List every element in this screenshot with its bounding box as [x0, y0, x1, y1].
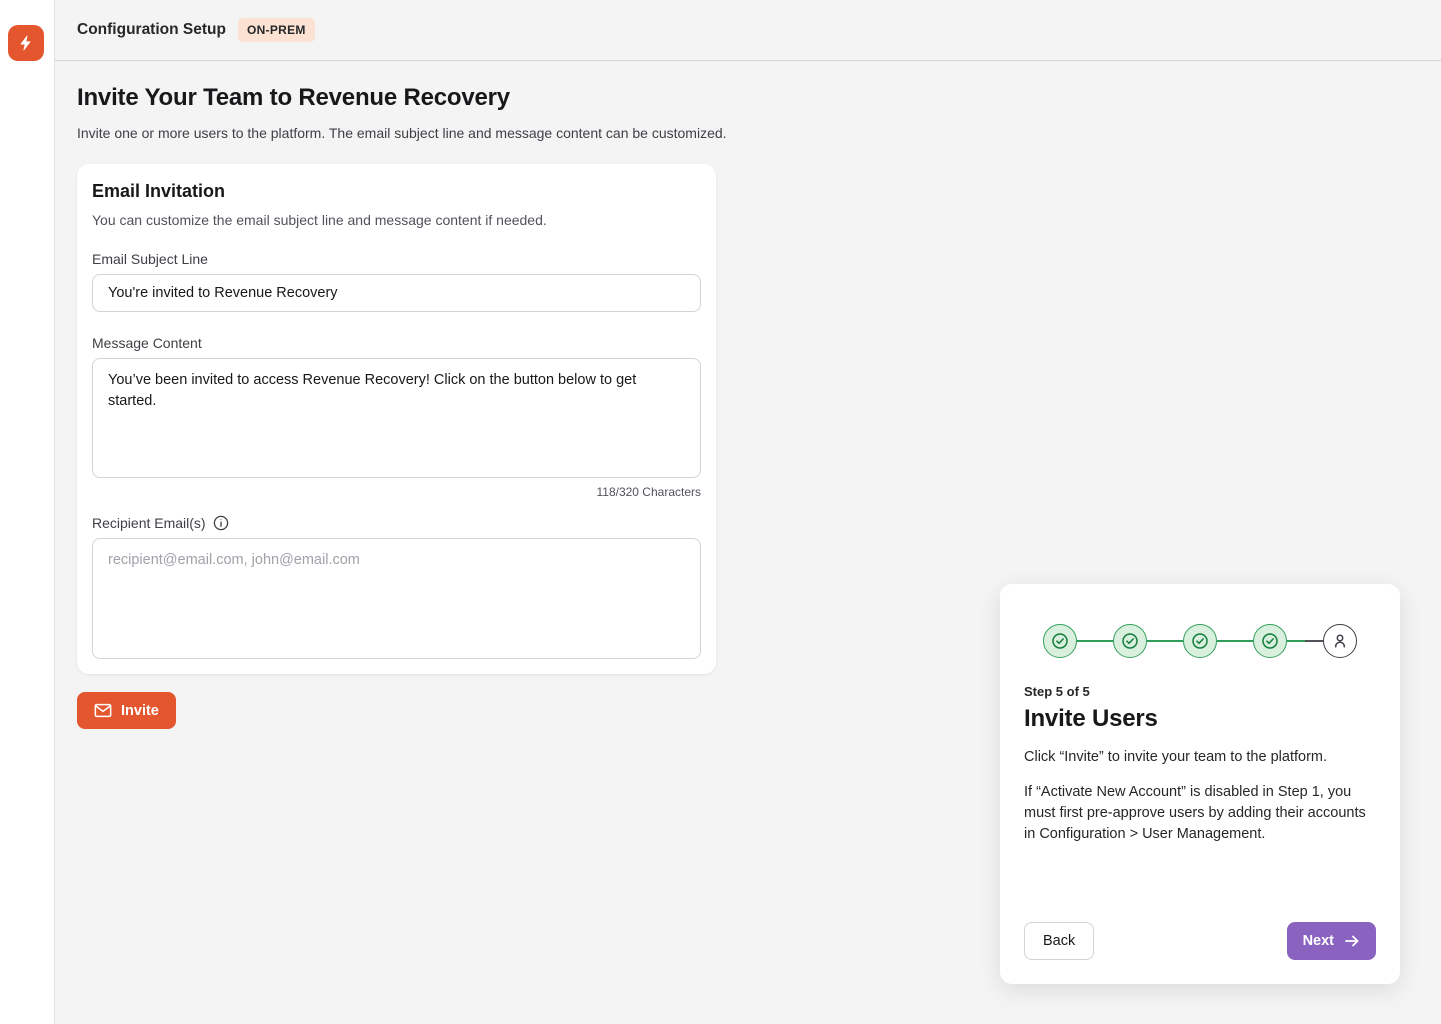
page-title: Invite Your Team to Revenue Recovery: [77, 84, 510, 111]
next-button[interactable]: Next: [1287, 922, 1376, 960]
step-connector: [1217, 640, 1253, 642]
message-label: Message Content: [92, 335, 202, 351]
invite-button[interactable]: Invite: [77, 692, 176, 729]
info-icon[interactable]: [213, 515, 229, 531]
email-card-title: Email Invitation: [92, 181, 226, 201]
subject-input[interactable]: [92, 274, 701, 312]
step-1-completed: [1043, 624, 1077, 658]
step-counter-label: Step 5 of 5: [1024, 684, 1090, 699]
step-4-completed: [1253, 624, 1287, 658]
check-circle-icon: [1260, 631, 1280, 651]
step-connector: [1287, 640, 1323, 642]
envelope-icon: [94, 703, 112, 718]
character-counter: 118/320 Characters: [596, 485, 701, 499]
step-progress-indicator: [1024, 624, 1376, 658]
check-circle-icon: [1190, 631, 1210, 651]
wizard-title: Invite Users: [1024, 705, 1158, 732]
subject-label: Email Subject Line: [92, 251, 208, 267]
onboarding-wizard-card: [1000, 584, 1400, 984]
page-subtitle: Invite one or more users to the platform. The email subject line and message content can be customized.: [77, 125, 727, 141]
recipients-textarea[interactable]: [92, 538, 701, 659]
step-connector: [1147, 640, 1183, 642]
wizard-description-2: If “Activate New Account” is disabled in Step 1, you must first pre-approve users by adding their accounts in Configuration > User Management.: [1024, 784, 1366, 843]
step-2-completed: [1113, 624, 1147, 658]
back-button[interactable]: Back: [1024, 922, 1094, 960]
check-circle-icon: [1120, 631, 1140, 651]
check-circle-icon: [1050, 631, 1070, 651]
wizard-actions: [1024, 922, 1376, 960]
user-icon: [1330, 631, 1350, 651]
email-invitation-card: [77, 164, 716, 674]
header-title: Configuration Setup: [77, 21, 226, 38]
on-prem-badge: ON-PREM: [238, 18, 315, 42]
email-card-subtitle: You can customize the email subject line and message content if needed.: [92, 212, 547, 228]
wizard-description-1: Click “Invite” to invite your team to the platform.: [1024, 749, 1327, 765]
arrow-right-icon: [1344, 934, 1360, 948]
lightning-bolt-icon: [17, 34, 35, 52]
message-textarea[interactable]: [92, 358, 701, 478]
step-3-completed: [1183, 624, 1217, 658]
top-header: [55, 0, 1441, 61]
step-5-current: [1323, 624, 1357, 658]
app-logo[interactable]: [8, 25, 44, 61]
left-sidebar: [0, 0, 55, 1024]
recipients-label: Recipient Email(s): [92, 515, 701, 531]
step-connector: [1077, 640, 1113, 642]
